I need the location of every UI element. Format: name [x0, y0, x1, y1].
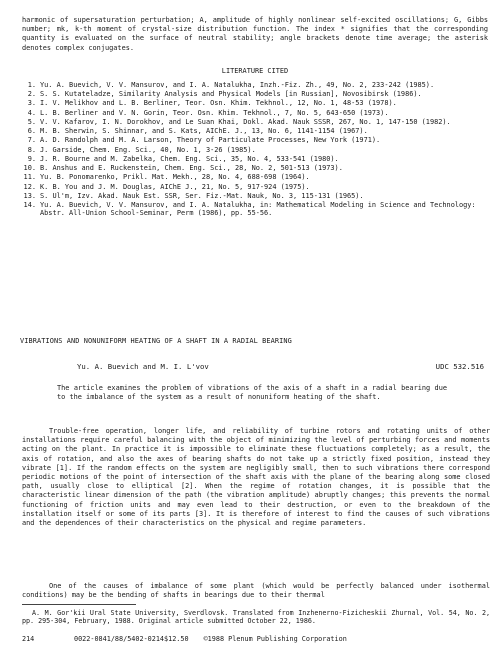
literature-cited-heading: LITERATURE CITED: [221, 67, 289, 75]
reference-number: 9.: [27, 154, 36, 163]
reference-number: 13.: [23, 191, 36, 200]
copyright-notice: ©1988 Plenum Publishing Corporation: [203, 635, 347, 643]
footnote-divider: [22, 604, 136, 605]
reference-text: M. B. Sherwin, S. Shinnar, and S. Kats, AIChE. J., 13, No. 6, 1141-1154 (1967).: [40, 127, 368, 136]
reference-text: Yu. A. Buevich, V. V. Mansurov, and I. A. Natalukha, Inzh.-Fiz. Zh., 49, No. 2, 233-242 (1985).: [40, 81, 435, 89]
page-number: 214: [22, 635, 35, 643]
reference-item: [22, 201, 490, 218]
reference-item: [22, 173, 490, 181]
reference-item: [22, 118, 490, 126]
reference-text: S. Ul'm, Izv. Akad. Nauk Est. SSR, Ser. Fiz.-Mat. Nauk, No. 3, 115-131 (1965).: [40, 191, 364, 200]
reference-text: L. B. Berliner and V. N. Gorin, Teor. Osn. Khim. Tekhnol., 7, No. 5, 643-650 (1973).: [40, 108, 389, 117]
udc-code: UDC 532.516: [435, 362, 484, 371]
body-paragraph-2: One of the causes of imbalance of some plant (which would be perfectly balanced under isothermal conditions) may be the bending of shafts in bearings due to their thermal: [22, 582, 490, 600]
page-footer: [22, 635, 442, 643]
reference-number: 14.: [23, 201, 36, 210]
reference-item: [22, 81, 490, 89]
reference-item: [22, 99, 490, 107]
nomenclature-paragraph: harmonic of supersaturation perturbation; A, amplitude of highly nonlinear self-excited oscillations; G, Gibbs number; mk, k-th moment of crystal-size distribution function. The index * signifies that the corresponding quantity is evaluated on the surface of neutral stability; angle brackets denote time average; the asterisk denotes complex conjugates.: [22, 16, 488, 52]
reference-item: [22, 90, 490, 98]
reference-item: [22, 127, 490, 135]
reference-number: 4.: [27, 108, 36, 117]
reference-item: [22, 109, 490, 117]
reference-text: Yu. A. Buevich, V. V. Mansurov, and I. A. Natalukha, in: Mathematical Modeling in Science and Technology: Abstr. All-Union School-Seminar, Perm (1986), pp. 55-56.: [40, 201, 476, 218]
reference-text: V. V. Kafarov, I. N. Dorokhov, and Le Suan Khai, Dokl. Akad. Nauk SSSR, 267, No. 1, 147-150 (1982).: [40, 117, 451, 126]
reference-number: 3.: [27, 99, 36, 108]
footnote: A. M. Gor'kii Ural State University, Sverdlovsk. Translated from Inzhenerno-Fizicheskii Zhurnal, Vol. 54, No. 2, pp. 295-304, February, 1988. Original article submitted October 22, 1986.: [22, 609, 490, 626]
body-paragraph-1: Trouble-free operation, longer life, and reliability of turbine rotors and rotating units of other installations require careful balancing with the object of minimizing the level of perturbing forces and moments acting on the plant. In practice it is impossible to eliminate these fluctuations completely; as a result, the axis of rotation, and also the axes of bearing shafts do not take up a strictly fixed position, instead they vibrate [1]. If the random effects on the system are negligibly small, then to such vibrations there correspond periodic motions of the point of intersection of the shaft axis with the plane of the bearing along some closed path, usually close to elliptical [2]. When the regime of rotation changes, it is possible that the characteristic linear dimension of the path (the vibration amplitude) abruptly changes; this prevents the normal functioning of friction units and may even lead to their destruction, or even to the breakdown of the installation itself or some of its parts [3]. It is therefore of interest to find the causes of such vibrations and the dependences of their characteristics on the physical and regime parameters.: [22, 427, 490, 528]
reference-number: 10.: [23, 164, 36, 173]
abstract: The article examines the problem of vibrations of the axis of a shaft in a radial bearing due to the imbalance of the system as a result of nonuniform heating of the shaft.: [57, 384, 447, 402]
reference-text: K. B. You and J. M. Douglas, AIChE J., 21, No. 5, 917-924 (1975).: [40, 182, 310, 191]
reference-text: S. S. Kutateladze, Similarity Analysis and Physical Models [in Russian], Novosibirsk (1986).: [40, 90, 422, 99]
reference-number: 8.: [27, 145, 36, 154]
reference-number: 5.: [27, 117, 36, 126]
reference-number: 6.: [27, 127, 36, 136]
reference-item: [22, 146, 490, 154]
reference-number: 2.: [27, 90, 36, 99]
reference-item: [22, 192, 490, 200]
authors: Yu. A. Buevich and M. I. L'vov: [77, 362, 209, 371]
reference-text: Yu. B. Ponomarenko, Prikl. Mat. Mekh., 28, No. 4, 688-698 (1964).: [40, 173, 310, 182]
reference-text: I. V. Melikhov and L. B. Berliner, Teor. Osn. Khim. Tekhnol., 12, No. 1, 48-53 (1978).: [40, 99, 397, 108]
reference-list: [22, 81, 490, 219]
reference-item: [22, 164, 490, 172]
reference-text: J. Garside, Chem. Eng. Sci., 40, No. 1, 3-26 (1985).: [40, 145, 256, 154]
reference-text: B. Anshus and E. Ruckenstein, Chem. Eng. Sci., 28, No. 2, 501-513 (1973).: [40, 164, 343, 173]
reference-item: [22, 136, 490, 144]
reference-text: A. D. Randolph and M. A. Larson, Theory of Particulate Processes, New York (1971).: [40, 136, 381, 145]
reference-number: 12.: [23, 182, 36, 191]
article-title: VIBRATIONS AND NONUNIFORM HEATING OF A SHAFT IN A RADIAL BEARING: [20, 337, 292, 345]
reference-number: 11.: [23, 173, 36, 182]
article-code: 0022-0841/88/5402-0214$12.50: [74, 635, 189, 643]
reference-text: J. R. Bourne and M. Zabelka, Chem. Eng. Sci., 35, No. 4, 533-541 (1980).: [40, 154, 339, 163]
reference-item: [22, 183, 490, 191]
reference-item: [22, 155, 490, 163]
reference-number: 1.: [27, 81, 36, 89]
reference-number: 7.: [27, 136, 36, 145]
